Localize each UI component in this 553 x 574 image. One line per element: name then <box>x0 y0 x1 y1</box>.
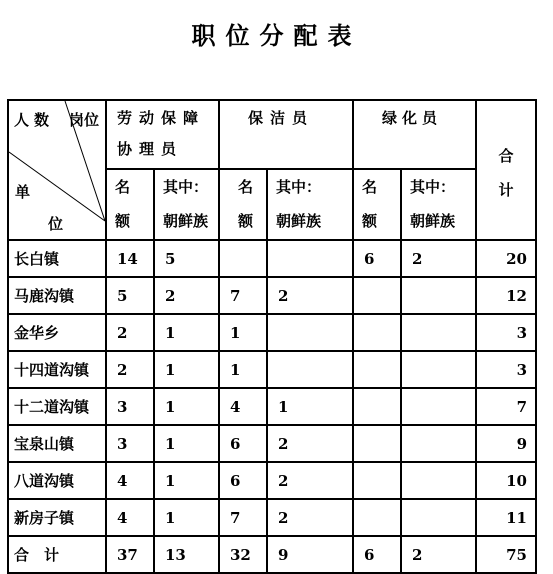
value-cell: 7 <box>219 277 267 314</box>
value-cell: 2 <box>267 277 353 314</box>
corner-label-post: 岗位 <box>69 111 100 129</box>
subheader-line: 名 <box>115 177 131 196</box>
row-label: 马鹿沟镇 <box>8 277 106 314</box>
subheader-line: 其中： <box>163 177 209 196</box>
subheader-line: 名 <box>238 177 254 196</box>
total-cell: 11 <box>476 499 536 536</box>
row-label: 宝泉山镇 <box>8 425 106 462</box>
value-cell: 1 <box>154 314 219 351</box>
value-cell <box>353 388 401 425</box>
subheader-korean <box>401 169 476 240</box>
value-cell: 4 <box>106 499 154 536</box>
value-cell: 5 <box>154 240 219 277</box>
value-cell: 1 <box>219 351 267 388</box>
value-cell <box>353 499 401 536</box>
table-row <box>8 314 536 351</box>
value-cell <box>401 425 476 462</box>
value-cell: 7 <box>219 499 267 536</box>
value-cell <box>401 351 476 388</box>
value-cell: 1 <box>219 314 267 351</box>
subheader-line: 额 <box>238 211 254 230</box>
value-cell: 4 <box>219 388 267 425</box>
value-cell: 2 <box>267 425 353 462</box>
value-cell: 6 <box>353 536 401 573</box>
value-cell <box>353 277 401 314</box>
total-cell: 7 <box>476 388 536 425</box>
corner-label-count: 人数 <box>14 111 55 129</box>
value-cell <box>401 499 476 536</box>
value-cell: 2 <box>154 277 219 314</box>
table-row <box>8 240 536 277</box>
allocation-table <box>7 99 537 574</box>
total-header <box>476 100 536 240</box>
subheader-korean <box>267 169 353 240</box>
value-cell <box>267 314 353 351</box>
page-title: 职位分配表 <box>191 21 362 50</box>
group-header-line: 保洁员 <box>248 109 315 127</box>
value-cell: 1 <box>154 388 219 425</box>
row-label: 金华乡 <box>8 314 106 351</box>
value-cell <box>267 351 353 388</box>
table-row <box>8 351 536 388</box>
subheader-line: 其中： <box>410 177 456 196</box>
value-cell: 6 <box>219 425 267 462</box>
value-cell: 6 <box>353 240 401 277</box>
subheader-line: 额 <box>362 211 378 230</box>
value-cell <box>401 388 476 425</box>
table-row <box>8 536 536 573</box>
total-cell: 9 <box>476 425 536 462</box>
total-cell: 12 <box>476 277 536 314</box>
table-row <box>8 499 536 536</box>
table-row <box>8 425 536 462</box>
total-cell: 75 <box>476 536 536 573</box>
value-cell: 9 <box>267 536 353 573</box>
value-cell: 14 <box>106 240 154 277</box>
value-cell: 1 <box>154 351 219 388</box>
total-cell: 10 <box>476 462 536 499</box>
total-header-line: 合 <box>498 147 514 165</box>
value-cell: 2 <box>267 462 353 499</box>
subheader-line: 名 <box>362 177 378 196</box>
value-cell: 32 <box>219 536 267 573</box>
row-label: 八道沟镇 <box>8 462 106 499</box>
value-cell: 13 <box>154 536 219 573</box>
value-cell: 1 <box>154 499 219 536</box>
value-cell <box>353 351 401 388</box>
corner-header-cell <box>8 100 106 240</box>
subheader-quota <box>106 169 154 240</box>
subheader-quota <box>219 169 267 240</box>
value-cell: 2 <box>106 314 154 351</box>
group-header-line: 绿化员 <box>382 109 443 127</box>
value-cell: 37 <box>106 536 154 573</box>
table-row <box>8 462 536 499</box>
row-label: 十四道沟镇 <box>8 351 106 388</box>
subheader-line: 朝鲜族 <box>163 211 209 230</box>
table-row <box>8 388 536 425</box>
value-cell <box>267 240 353 277</box>
value-cell: 1 <box>154 462 219 499</box>
subheader-quota <box>353 169 401 240</box>
row-label: 十二道沟镇 <box>8 388 106 425</box>
value-cell: 1 <box>267 388 353 425</box>
group-header-greening <box>353 100 476 169</box>
total-cell: 3 <box>476 314 536 351</box>
corner-label-unit-1: 单 <box>15 183 31 201</box>
group-header-line: 协理员 <box>117 140 184 158</box>
value-cell <box>401 314 476 351</box>
row-label: 新房子镇 <box>8 499 106 536</box>
table-row <box>8 277 536 314</box>
subheader-line: 朝鲜族 <box>276 211 322 230</box>
value-cell: 4 <box>106 462 154 499</box>
group-header-labor <box>106 100 219 169</box>
subheader-line: 朝鲜族 <box>410 211 456 230</box>
value-cell <box>353 314 401 351</box>
value-cell <box>353 425 401 462</box>
value-cell: 2 <box>106 351 154 388</box>
value-cell: 2 <box>401 240 476 277</box>
value-cell: 2 <box>267 499 353 536</box>
subheader-korean <box>154 169 219 240</box>
value-cell <box>401 277 476 314</box>
value-cell: 3 <box>106 425 154 462</box>
value-cell <box>401 462 476 499</box>
value-cell <box>219 240 267 277</box>
value-cell: 6 <box>219 462 267 499</box>
total-cell: 20 <box>476 240 536 277</box>
row-label: 合 计 <box>8 536 106 573</box>
group-header-cleaner <box>219 100 353 169</box>
row-label: 长白镇 <box>8 240 106 277</box>
value-cell: 3 <box>106 388 154 425</box>
value-cell: 2 <box>401 536 476 573</box>
total-header-line: 计 <box>498 181 514 199</box>
value-cell: 5 <box>106 277 154 314</box>
subheader-line: 额 <box>115 211 131 230</box>
value-cell: 1 <box>154 425 219 462</box>
corner-label-unit-2: 位 <box>48 215 64 233</box>
table-body <box>8 240 536 573</box>
total-cell: 3 <box>476 351 536 388</box>
group-header-line: 劳动保障 <box>117 109 206 127</box>
value-cell <box>353 462 401 499</box>
subheader-line: 其中： <box>276 177 322 196</box>
